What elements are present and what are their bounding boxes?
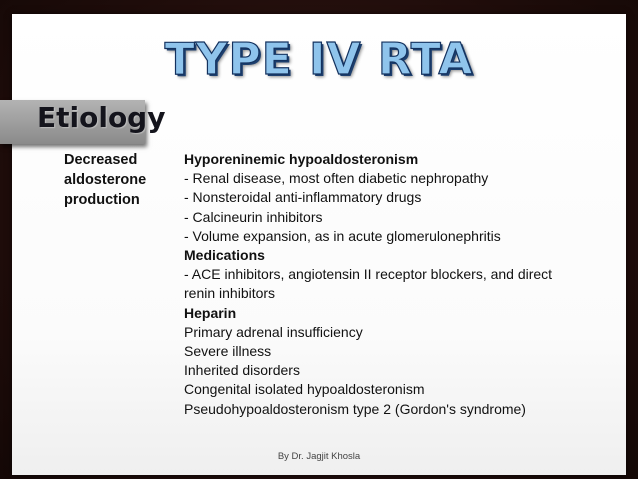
detail-line: renin inhibitors	[184, 285, 276, 302]
detail-line: - Volume expansion, as in acute glomerulonephritis	[184, 227, 501, 244]
detail-line: Primary adrenal insufficiency	[184, 323, 363, 340]
category-label	[64, 150, 174, 210]
category-line: Decreased	[64, 152, 138, 168]
detail-line: Congenital isolated hypoaldosteronism	[184, 381, 425, 398]
detail-line: - Calcineurin inhibitors	[184, 208, 323, 225]
detail-line: Pseudohypoaldosteronism type 2 (Gordon's syndrome)	[184, 400, 526, 417]
slide-title: TYPE IV RTA	[164, 34, 474, 85]
author-footer: By Dr. Jagjit Khosla	[277, 451, 361, 462]
detail-subheading: Hyporeninemic hypoaldosteronism	[184, 151, 419, 167]
category-line: aldosterone	[64, 172, 147, 188]
detail-line: Severe illness	[184, 343, 272, 360]
detail-line: - Renal disease, most often diabetic nephropathy	[184, 170, 489, 187]
detail-subheading: Heparin	[184, 304, 237, 321]
detail-line: - Nonsteroidal anti-inflammatory drugs	[184, 189, 422, 206]
detail-line: - ACE inhibitors, angiotensin II receptor blockers, and direct	[184, 266, 553, 283]
detail-subheading: Medications	[184, 247, 265, 264]
etiology-details-list	[184, 150, 594, 419]
detail-line: Inherited disorders	[184, 362, 300, 379]
category-line: production	[64, 192, 140, 208]
section-heading: Etiology	[37, 101, 166, 134]
